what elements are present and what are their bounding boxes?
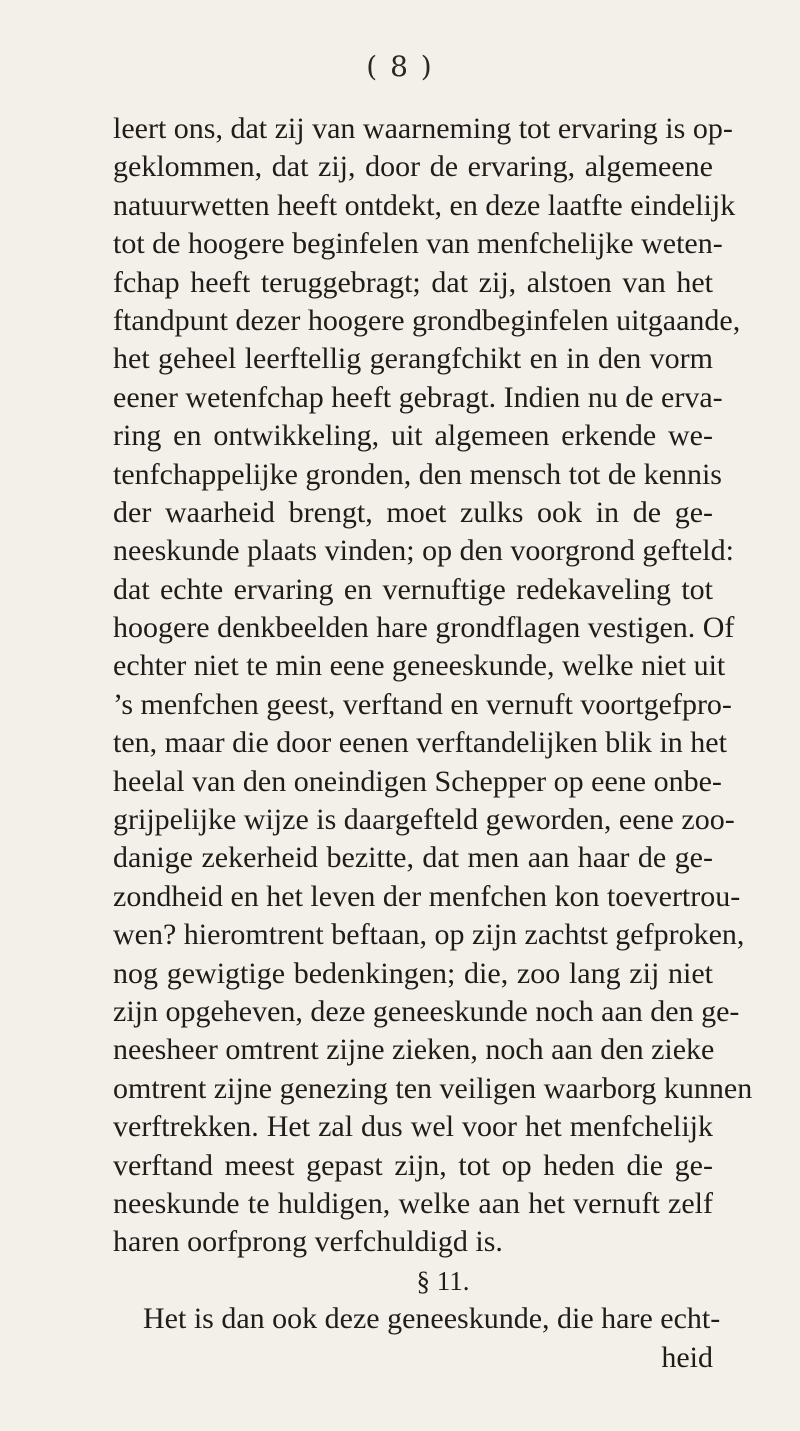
section-heading: § 11. — [416, 1265, 470, 1296]
text-line: zijn opgeheven, deze geneeskunde noch aan den ge- — [113, 994, 740, 1028]
text-line: grijpelijke wijze is daargefteld geworden, eene zoo- — [113, 803, 735, 837]
text-line: ring en ontwikkeling, uit algemeen erkende we- — [113, 419, 713, 453]
text-line: nog gewigtige bedenkingen; die, zoo lang zij niet — [113, 956, 713, 990]
text-line: ten, maar die door eenen verftandelijken blik in het — [113, 726, 727, 760]
text-line: heelal van den oneindigen Schepper op eene onbe- — [113, 764, 722, 798]
text-line: der waarheid brengt, moet zulks ook in de ge- — [113, 495, 713, 529]
text-line: verftrekken. Het zal dus wel voor het menfchelijk — [113, 1110, 713, 1144]
text-line: tot de hoogere beginfelen van menfchelijke weten- — [113, 227, 723, 261]
text-line: hoogere denkbeelden hare grondflagen vestigen. Of — [113, 611, 735, 645]
text-line: dat echte ervaring en vernuftige redekaveling tot — [113, 572, 713, 606]
text-line: danige zekerheid bezitte, dat men aan haar de ge- — [113, 841, 713, 875]
text-line: haren oorfprong verfchuldigd is. — [113, 1225, 503, 1259]
text-line: omtrent zijne genezing ten veiligen waarborg kunnen — [113, 1071, 753, 1105]
text-line: fchap heeft teruggebragt; dat zij, alstoen van het — [113, 265, 713, 299]
text-line: neeskunde te huldigen, welke aan het vernuft zelf — [113, 1186, 713, 1220]
text-line: natuurwetten heeft ontdekt, en deze laatfte eindelijk — [113, 188, 736, 222]
text-line: ’s menfchen geest, verftand en vernuft voortgefpro- — [113, 687, 732, 721]
catchword: heid — [661, 1340, 713, 1374]
text-line: echter niet te min eene geneeskunde, welke niet uit — [113, 649, 726, 683]
text-line: leert ons, dat zij van waarneming tot ervaring is op- — [113, 112, 733, 145]
text-line: neeskunde plaats vinden; op den voorgrond gefteld: — [113, 534, 734, 568]
text-line: zondheid en het leven der menfchen kon toevertrou- — [113, 879, 741, 913]
text-line: neesheer omtrent zijne zieken, noch aan den zieke — [113, 1033, 715, 1067]
text-line: eener wetenfchap heeft gebragt. Indien nu de erva- — [113, 380, 723, 414]
text-line: ftandpunt dezer hoogere grondbeginfelen uitgaande, — [113, 303, 741, 337]
body-text — [113, 110, 753, 1377]
page-number: ( 8 ) — [366, 50, 434, 83]
text-line: verftand meest gepast zijn, tot op heden die ge- — [113, 1148, 713, 1182]
text-line: wen? hieromtrent beftaan, op zijn zachtst gefproken, — [113, 918, 745, 952]
text-line: geklommen, dat zij, door de ervaring, algemeene — [113, 150, 713, 184]
text-line: het geheel leerftellig gerangfchikt en in den vorm — [113, 342, 713, 376]
text-line: tenfchappelijke gronden, den mensch tot de kennis — [113, 457, 722, 491]
text-line: Het is dan ook deze geneeskunde, die hare echt- — [143, 1302, 721, 1336]
